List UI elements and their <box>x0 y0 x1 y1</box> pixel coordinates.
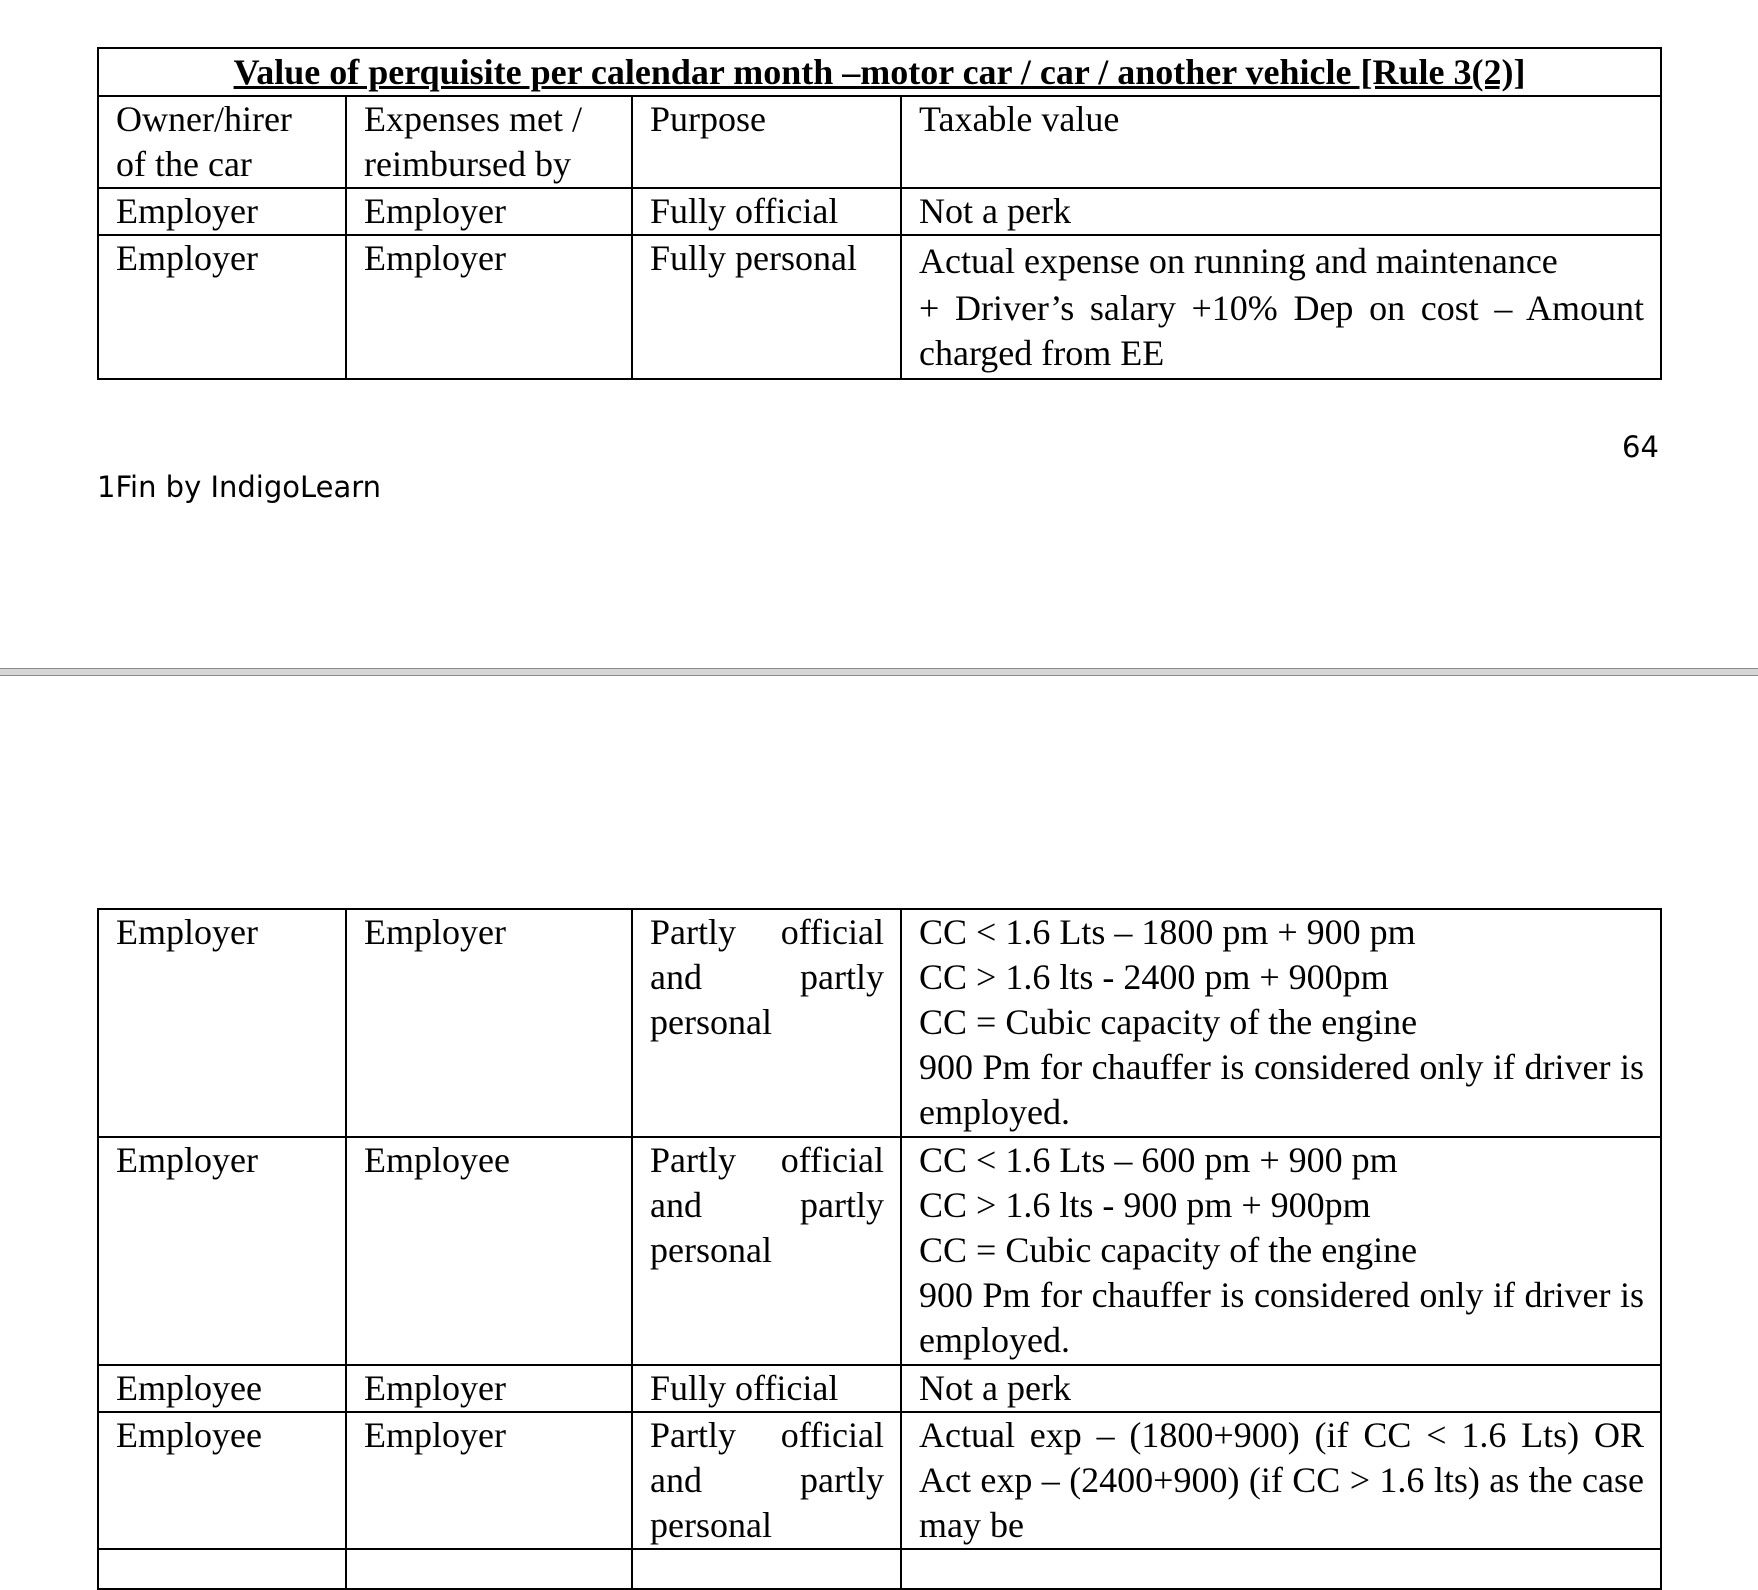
document-page-65 <box>0 678 1758 1574</box>
cell-owner: Employer <box>98 1137 346 1365</box>
page-footer: 1Fin by IndigoLearn <box>97 470 382 504</box>
taxable-line: Not a perk <box>919 191 1071 231</box>
table-row <box>98 188 1661 235</box>
taxable-line: CC < 1.6 Lts – 600 pm + 900 pm <box>919 1140 1398 1180</box>
cell-purpose: Fully official <box>632 1365 901 1412</box>
taxable-line: 900 Pm for chauffer is considered only if driver is employed. <box>919 1047 1644 1132</box>
cell-owner: Employee <box>98 1412 346 1549</box>
taxable-line: CC > 1.6 lts - 2400 pm + 900pm <box>919 957 1389 997</box>
taxable-line: CC = Cubic capacity of the engine <box>919 1002 1418 1042</box>
cell-empty <box>901 1549 1661 1589</box>
header-purpose: Purpose <box>632 96 901 188</box>
taxable-line: Actual expense on running and maintenance <box>919 241 1558 281</box>
cell-expenses: Employer <box>346 235 632 379</box>
cell-expenses: Employer <box>346 188 632 235</box>
cell-expenses: Employer <box>346 1365 632 1412</box>
header-taxable-value: Taxable value <box>901 96 1661 188</box>
table-row <box>98 1137 1661 1365</box>
cell-empty <box>632 1549 901 1589</box>
cell-owner: Employer <box>98 909 346 1137</box>
cell-purpose: Fully official <box>632 188 901 235</box>
cell-purpose: Partly official and partly personal <box>632 1412 901 1549</box>
cell-empty <box>98 1549 346 1589</box>
perquisite-table-page-64 <box>97 47 1662 380</box>
taxable-line: CC = Cubic capacity of the engine <box>919 1230 1418 1270</box>
cell-taxable-value <box>901 909 1661 1137</box>
table-row-partial <box>98 1549 1661 1589</box>
table-row <box>98 1412 1661 1549</box>
taxable-line: CC > 1.6 lts - 900 pm + 900pm <box>919 1185 1371 1225</box>
taxable-line: Not a perk <box>919 1368 1071 1408</box>
taxable-line: 900 Pm for chauffer is considered only if driver is employed. <box>919 1275 1644 1360</box>
cell-purpose: Partly official and partly personal <box>632 1137 901 1365</box>
taxable-line: CC < 1.6 Lts – 1800 pm + 900 pm <box>919 912 1416 952</box>
cell-empty <box>346 1549 632 1589</box>
cell-owner: Employer <box>98 188 346 235</box>
cell-taxable-value <box>901 1137 1661 1365</box>
table-title-row <box>98 48 1661 96</box>
cell-taxable-value <box>901 188 1661 235</box>
cell-taxable-value <box>901 1412 1661 1549</box>
cell-taxable-value <box>901 235 1661 379</box>
perquisite-table-page-65 <box>97 908 1662 1590</box>
cell-expenses: Employer <box>346 1412 632 1549</box>
cell-owner: Employee <box>98 1365 346 1412</box>
page-number: 64 <box>1622 430 1659 464</box>
cell-taxable-value <box>901 1365 1661 1412</box>
page-separator <box>0 668 1758 676</box>
header-owner: Owner/hirer of the car <box>98 96 346 188</box>
table-row <box>98 909 1661 1137</box>
table-title: Value of perquisite per calendar month –motor car / car / another vehicle [Rule 3(2)] <box>98 48 1661 96</box>
table-header-row <box>98 96 1661 188</box>
cell-expenses: Employer <box>346 909 632 1137</box>
header-expenses: Expenses met / reimbursed by <box>346 96 632 188</box>
cell-purpose: Partly official and partly personal <box>632 909 901 1137</box>
cell-owner: Employer <box>98 235 346 379</box>
taxable-line: + Driver’s salary +10% Dep on cost – Amount charged from EE <box>919 288 1645 373</box>
document-page-64 <box>0 0 1758 672</box>
cell-expenses: Employee <box>346 1137 632 1365</box>
taxable-line: Actual exp – (1800+900) (if CC < 1.6 Lts) OR Act exp – (2400+900) (if CC > 1.6 lts) as the case may be <box>919 1415 1644 1545</box>
cell-purpose: Fully personal <box>632 235 901 379</box>
table-row <box>98 1365 1661 1412</box>
table-row <box>98 235 1661 379</box>
